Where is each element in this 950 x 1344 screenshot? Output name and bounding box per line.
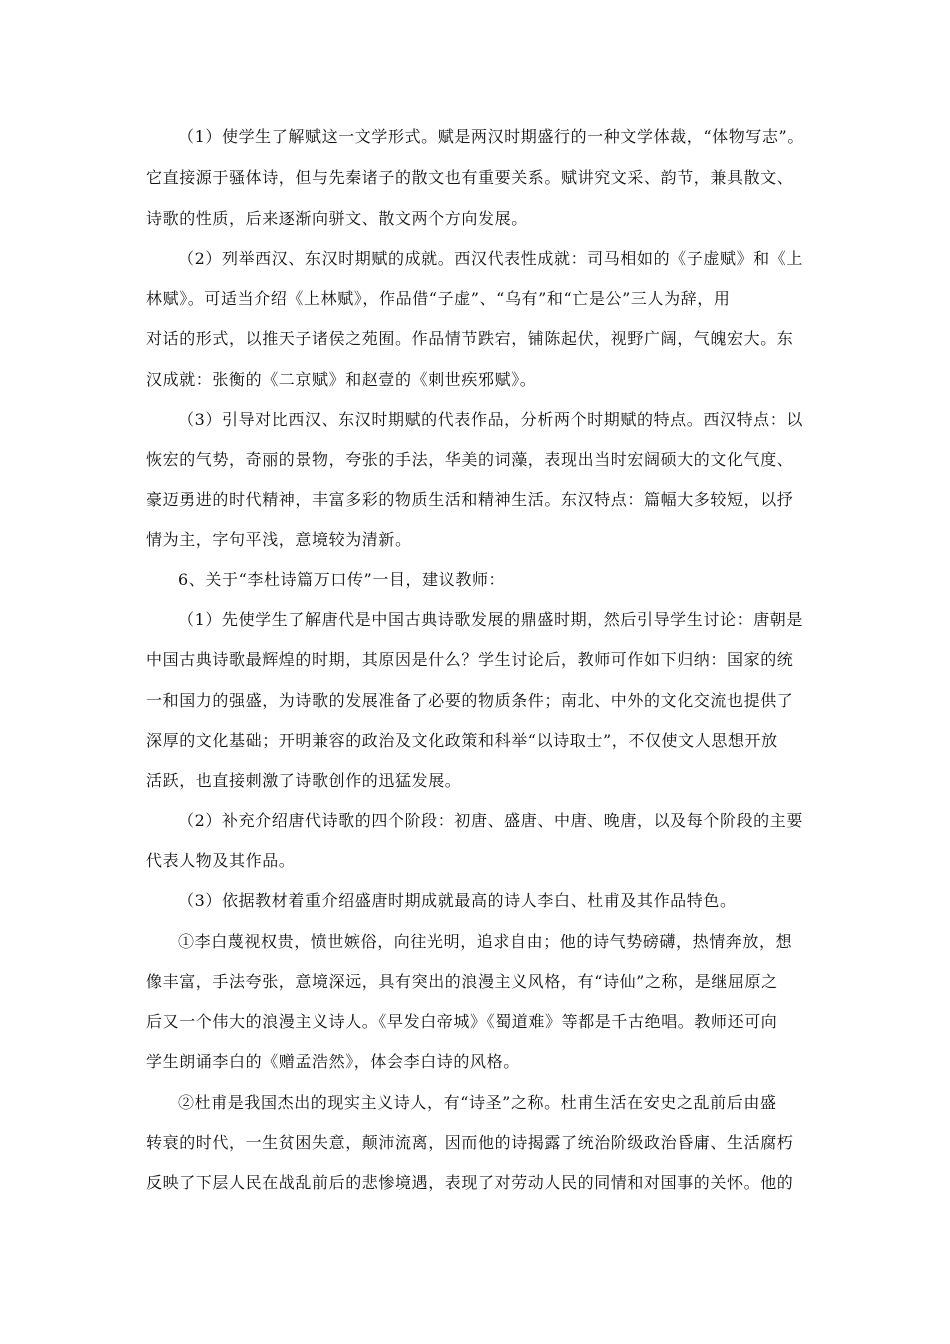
- paragraph-line: 林赋》。可适当介绍《上林赋》，作品借“子虚”、“乌有”和“亡是公”三人为辞，用: [146, 289, 731, 308]
- paragraph-line: 汉成就：张衡的《二京赋》和赵壹的《刺世疾邪赋》。: [146, 370, 537, 389]
- paragraph-line: 恢宏的气势，奇丽的景物，夸张的手法，华美的词藻，表现出当时宏阔硕大的文化气度、: [146, 450, 794, 469]
- paragraph-line: （2）列举西汉、东汉时期赋的成就。西汉代表性成就：司马相如的《子虚赋》和《上: [178, 249, 803, 268]
- paragraph-line: 转衰的时代，一生贫困失意，颠沛流离，因而他的诗揭露了统治阶级政治昏庸、生活腐朽: [146, 1133, 794, 1152]
- paragraph-line: 后又一个伟大的浪漫主义诗人。《早发白帝城》《蜀道难》等都是千古绝唱。教师还可向: [146, 1012, 778, 1031]
- paragraph-line: （3）依据教材着重介绍盛唐时期成就最高的诗人李白、杜甫及其作品特色。: [178, 891, 737, 910]
- paragraph-line: 豪迈勇进的时代精神，丰富多彩的物质生活和精神生活。东汉特点：篇幅大多较短，以抒: [146, 490, 794, 509]
- paragraph-line: 像丰富，手法夸张，意境深远，具有突出的浪漫主义风格，有“诗仙”之称，是继屈原之: [146, 972, 778, 991]
- paragraph-line: （1）先使学生了解唐代是中国古典诗歌发展的鼎盛时期，然后引导学生讨论：唐朝是: [178, 610, 803, 629]
- paragraph-line: 中国古典诗歌最辉煌的时期，其原因是什么？学生讨论后，教师可作如下归纳：国家的统: [146, 650, 794, 669]
- paragraph-line: 一和国力的强盛，为诗歌的发展准备了必要的物质条件；南北、中外的文化交流也提供了: [146, 691, 794, 710]
- paragraph-line: 诗歌的性质，后来逐渐向骈文、散文两个方向发展。: [146, 209, 528, 228]
- paragraph-line: 它直接源于骚体诗，但与先秦诸子的散文也有重要关系。赋讲究文采、韵节，兼具散文、: [146, 168, 794, 187]
- paragraph-line: 深厚的文化基础；开明兼容的政治及文化政策和科举“以诗取士”，不仅使文人思想开放: [146, 731, 778, 750]
- paragraph-line: ①李白蔑视权贵，愤世嫉俗，向往光明，追求自由；他的诗气势磅礴，热情奔放，想: [178, 932, 793, 951]
- paragraph-line: 情为主，字句平浅，意境较为清新。: [146, 530, 412, 549]
- section-heading: 6、关于“李杜诗篇万口传”一目，建议教师：: [178, 570, 506, 589]
- paragraph-line: 反映了下层人民在战乱前后的悲惨境遇，表现了对劳动人民的同情和对国事的关怀。他的: [146, 1173, 794, 1192]
- paragraph-line: 代表人物及其作品。: [146, 851, 296, 870]
- paragraph-line: （1）使学生了解赋这一文学形式。赋是两汉时期盛行的一种文学体裁，“体物写志”。: [178, 127, 804, 146]
- paragraph-line: 活跃，也直接刺激了诗歌创作的迅猛发展。: [146, 771, 462, 790]
- paragraph-line: 学生朗诵李白的《赠孟浩然》，体会李白诗的风格。: [146, 1052, 520, 1071]
- paragraph-line: （2）补充介绍唐代诗歌的四个阶段：初唐、盛唐、中唐、晚唐，以及每个阶段的主要: [178, 811, 803, 830]
- paragraph-line: （3）引导对比西汉、东汉时期赋的代表作品，分析两个时期赋的特点。西汉特点：以: [178, 410, 803, 429]
- paragraph-line: 对话的形式，以推天子诸侯之苑囿。作品情节跌宕，铺陈起伏，视野广阔，气魄宏大。东: [146, 329, 794, 348]
- paragraph-line: ②杜甫是我国杰出的现实主义诗人，有“诗圣”之称。杜甫生活在安史之乱前后由盛: [178, 1093, 777, 1112]
